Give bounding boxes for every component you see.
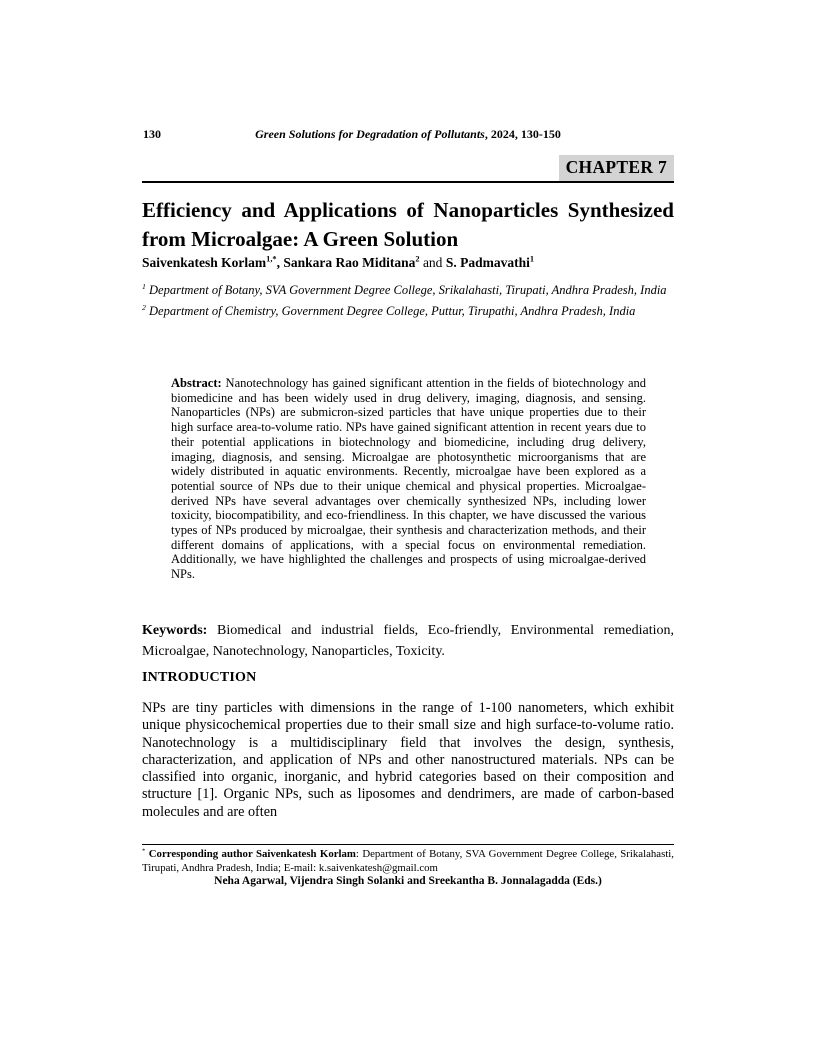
author-1: Saivenkatesh Korlam [142,255,267,270]
author-line [142,255,674,271]
footnote-text: : Department of Botany, SVA Government Degree College, Srikalahasti, Tirupati, Andhra Pradesh, India; E-mail: k.saivenkatesh@gmail.com [142,848,674,874]
affiliation-1-text: Department of Botany, SVA Government Degree College, Srikalahasti, Tirupati, Andhra Pradesh, India [145,283,667,297]
author-3: S. Padmavathi [445,255,530,270]
footnote-bold-text: Corresponding author Saivenkatesh Korlam [145,848,356,860]
author-1-superscript: 1,* [266,254,277,264]
chapter-title: Efficiency and Applications of Nanoparticles Synthesized from Microalgae: A Green Solution [142,198,674,251]
chapter-rule [142,155,674,183]
introduction-heading: INTRODUCTION [142,670,257,685]
editors-line: Neha Agarwal, Vijendra Singh Solanki and Sreekantha B. Jonnalagadda (Eds.) [214,875,602,887]
affiliations [142,282,674,324]
author-3-superscript: 1 [529,254,535,264]
running-head [142,127,674,142]
corresponding-author-footnote [142,844,674,876]
footnote-marker: * [142,847,146,855]
abstract [171,376,646,582]
keywords-label: Keywords: [142,623,208,638]
affiliation-1-superscript: 1 [142,281,146,291]
author-2: Sankara Rao Miditana [283,255,416,270]
keywords-text: Biomedical and industrial fields, Eco-friendly, Environmental remediation, Microalgae, Nanotechnology, Nanoparticles, Toxicity. [142,623,674,659]
affiliation-2-superscript: 2 [142,302,146,312]
affiliation-2-text: Department of Chemistry, Government Degree College, Puttur, Tirupathi, Andhra Pradesh, India [145,304,636,318]
abstract-text: Nanotechnology has gained significant attention in the fields of biotechnology and biomedicine and has been widely used in drug delivery, imaging, diagnosis, and sensing. Nanoparticles (NPs) are submicron-sized particles that have unique properties due to their high surface area-to-volume ratio. NPs have gained significant attention in recent years due to their potential applications in biotechnology and biomedicine, including drug delivery, imaging, diagnosis, and sensing. Microalgae are photosynthetic microorganisms that are widely distributed in aquatic environments. Recently, microalgae have been explored as a potential source of NPs due to their unique chemical and physical properties. Microalgae-derived NPs have several advantages over chemically synthesized NPs, including lower toxicity, biocompatibility, and eco-friendliness. In this chapter, we have discussed the various types of NPs produced by microalgae, their synthesis and characterization methods, and their different domains of applications, with a special focus on environmental remediation. Additionally, we have highlighted the challenges and prospects of using microalgae-derived NPs. [171,376,646,582]
author-2-superscript: 2 [415,254,420,264]
author-separator-1: , [276,255,284,270]
abstract-label: Abstract: [171,376,222,390]
page-header [142,127,674,143]
running-head-year-pages: , 2024, 130-150 [484,127,561,141]
introduction-paragraph: NPs are tiny particles with dimensions in the range of 1-100 nanometers, which exhibit unique physicochemical properties due to their small size and high surface-to-volume ratio. Nanotechnology is a multidisciplinary field that involves the design, synthesis, characterization, and application of NPs and other nanostructured materials. NPs can be classified into organic, inorganic, and hybrid categories based on their composition and structure [1]. Organic NPs, such as liposomes and dendrimers, are made of carbon-based molecules and are often [142,700,674,820]
page-number: 130 [143,127,161,141]
author-separator-2: and [419,255,446,270]
running-head-book-title: Green Solutions for Degradation of Pollutants [255,127,485,141]
keywords [142,621,674,662]
chapter-badge: CHAPTER 7 [559,155,674,181]
affiliation-2 [142,303,674,320]
affiliation-1 [142,282,674,299]
